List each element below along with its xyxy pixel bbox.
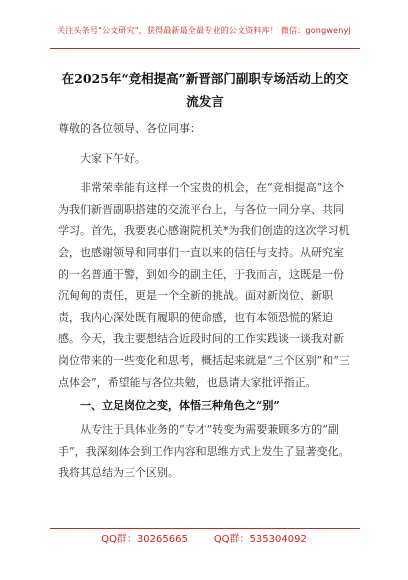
footer bbox=[0, 530, 408, 554]
footer-qq-group-1: QQ群：30265665 bbox=[101, 534, 188, 545]
header-notice: 关注头条号"公文研究"，获得最新最全最专业的公文资料库！ 微信：gongwenyj bbox=[57, 25, 351, 35]
section-heading: 一、立足岗位之变，体悟三种角色之“别” bbox=[80, 399, 280, 413]
document-body bbox=[58, 118, 350, 484]
document-title: 在2025年“竞相提高”新晋部门副职专场活动上的交流发言 bbox=[61, 71, 349, 109]
footer-rule bbox=[50, 528, 360, 529]
section-paragraph: 从专注于具体业务的“专才”转变为需要兼顾多方的“副手”，我深刻体会到工作内容和思维方式上发生了显著变化。我将其总结为三个区别。 bbox=[58, 423, 350, 480]
header-banner bbox=[0, 0, 408, 60]
greeting: 大家下午好。 bbox=[80, 151, 146, 165]
body-paragraph: 非常荣幸能有这样一个宝贵的机会，在“竞相提高”这个为我们新晋副职搭建的交流平台上，与各位一同分享、共同学习。首先，我要衷心感谢院机关*为我们创造的这次学习机会，也感谢领导和同事们一直以来的信任与支持。从研究室的一名普通干警，到如今的副主任，于我而言，这既是一份沉甸甸的责任，更是一个全新的挑战。面对新岗位、新职责，我内心深处既有履职的使命感，也有本领恐慌的紧迫感。今天，我主要想结合近段时间的工作实践谈一谈我对新岗位带来的一些变化和思考，概括起来就是“三个区别”和“三点体会”，希望能与各位共勉，也恳请大家批评指正。 bbox=[58, 181, 350, 389]
footer-qq-group-2: QQ群：535304092 bbox=[213, 534, 307, 545]
header-rule bbox=[50, 48, 360, 49]
salutation: 尊敬的各位领导、各位同事： bbox=[58, 122, 201, 135]
